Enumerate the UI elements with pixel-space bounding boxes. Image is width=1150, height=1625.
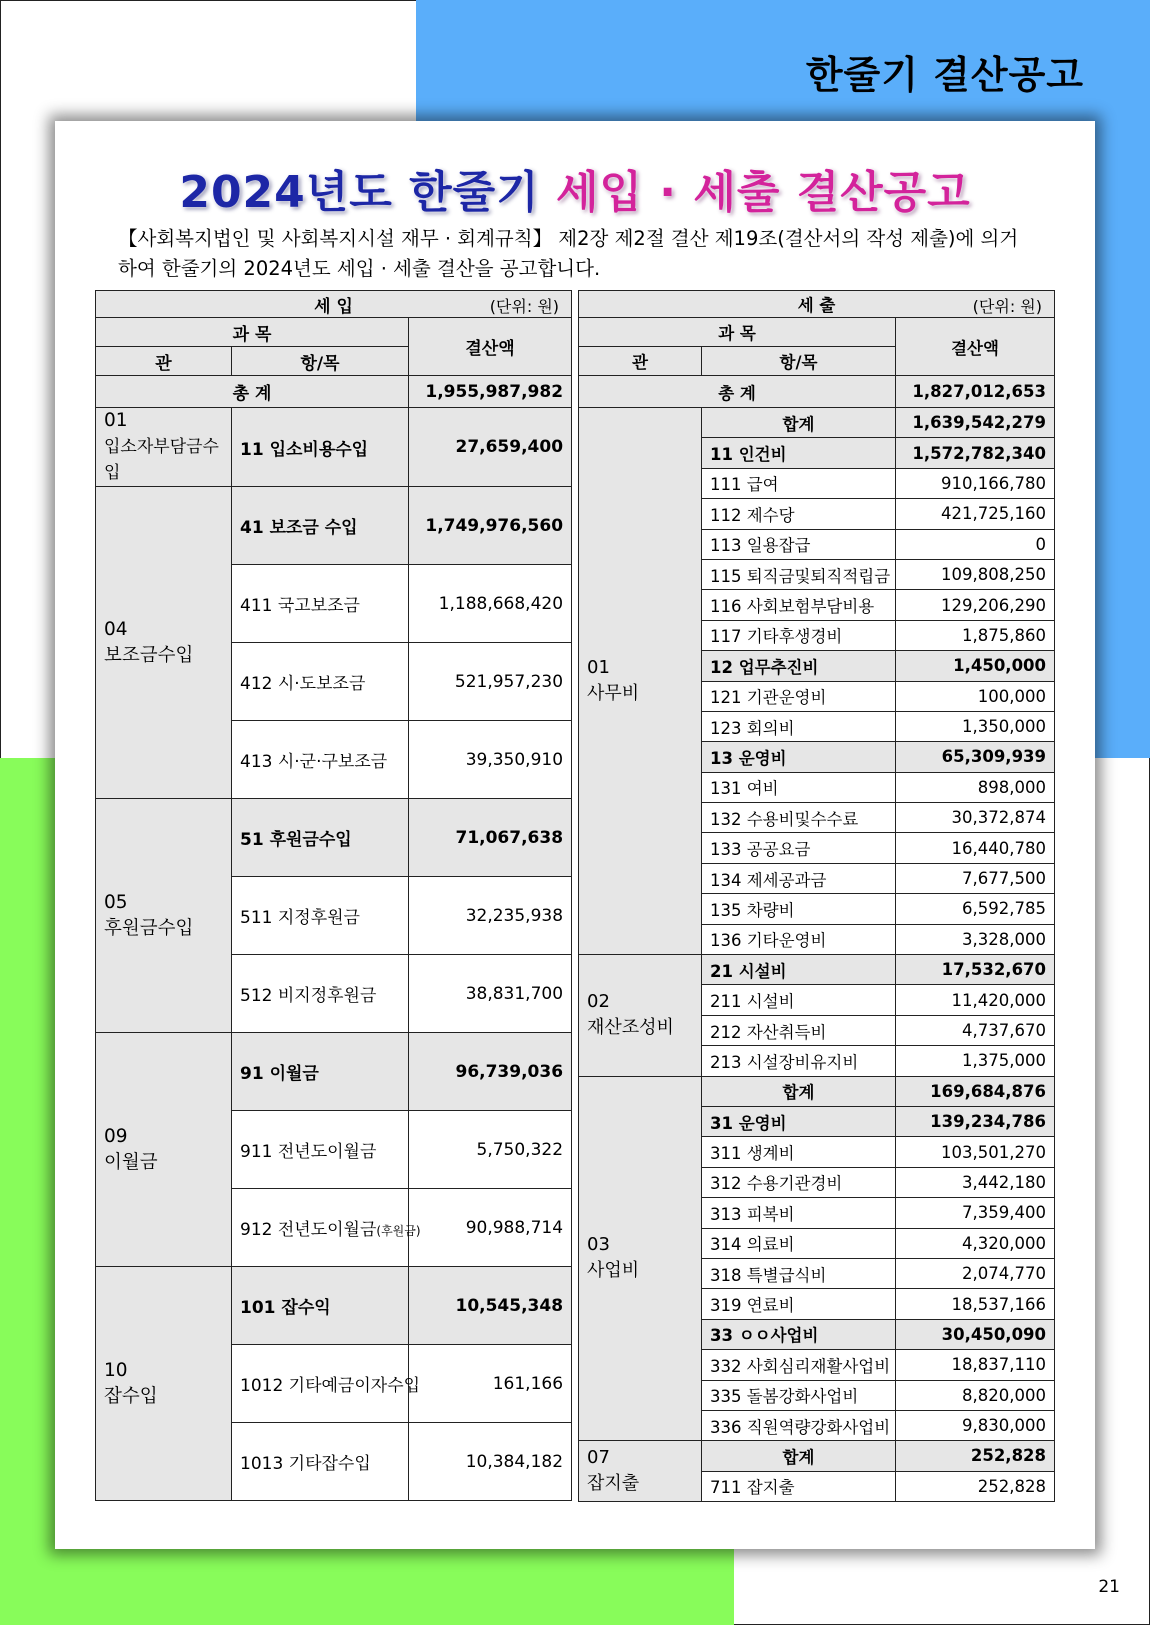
expense-row-value: 1,350,000 bbox=[896, 711, 1055, 741]
expense-gwan-code: 01 bbox=[587, 657, 610, 679]
revenue-row-label: 101 잡수익 bbox=[232, 1267, 409, 1345]
revenue-row-label bbox=[232, 1189, 421, 1267]
expense-row-value: 30,372,874 bbox=[896, 803, 1055, 833]
expense-row-label: 132 수용비및수수료 bbox=[702, 803, 896, 833]
expense-row-label: 112 제수당 bbox=[702, 499, 896, 529]
revenue-gwan-cell bbox=[96, 799, 232, 1033]
revenue-row-value: 1,188,668,420 bbox=[409, 565, 572, 643]
revenue-gwan-code: 04 bbox=[104, 618, 128, 640]
expense-title-cell bbox=[579, 291, 1055, 318]
revenue-row-label-text: 912 전년도이월금 bbox=[240, 1220, 377, 1240]
expense-row-value: 7,677,500 bbox=[896, 863, 1055, 893]
expense-row-label: 111 급여 bbox=[702, 468, 896, 498]
revenue-row-value: 96,739,036 bbox=[409, 1033, 572, 1111]
expense-row-value: 1,639,542,279 bbox=[896, 408, 1055, 438]
expense-row-value: 18,837,110 bbox=[896, 1350, 1055, 1380]
revenue-row-label: 511 지정후원금 bbox=[232, 877, 409, 955]
revenue-subject-header: 과 목 bbox=[96, 318, 409, 347]
expense-row-label: 136 기타운영비 bbox=[702, 924, 896, 954]
expense-row-value: 3,442,180 bbox=[896, 1167, 1055, 1197]
revenue-gwan-code: 09 bbox=[104, 1125, 128, 1147]
expense-row-label: 116 사회보험부담비용 bbox=[702, 590, 896, 620]
revenue-gwan-code: 01 bbox=[104, 410, 128, 431]
expense-table bbox=[578, 290, 1055, 1502]
expense-row-value: 169,684,876 bbox=[896, 1076, 1055, 1106]
revenue-gwan-name: 잡수입 bbox=[104, 1385, 158, 1407]
expense-row-value: 8,820,000 bbox=[896, 1380, 1055, 1410]
expense-row-label: 319 연료비 bbox=[702, 1289, 896, 1319]
revenue-gwan-code: 05 bbox=[104, 891, 128, 913]
revenue-row-value: 39,350,910 bbox=[409, 721, 572, 799]
expense-gwan-cell bbox=[579, 1441, 702, 1502]
revenue-gwan-cell bbox=[96, 408, 232, 487]
revenue-gwan-name: 보조금수입 bbox=[104, 644, 194, 666]
revenue-row-value: 10,545,348 bbox=[409, 1267, 572, 1345]
main-title-part1: 2024년도 한줄기 bbox=[179, 167, 556, 218]
expense-row-label: 133 공공요금 bbox=[702, 833, 896, 863]
expense-row-label: 115 퇴직금및퇴직적립금 bbox=[702, 559, 896, 589]
expense-total-label: 총 계 bbox=[579, 376, 896, 408]
expense-row-label: 113 일용잡급 bbox=[702, 529, 896, 559]
revenue-gwan-header: 관 bbox=[96, 347, 232, 376]
expense-row-label: 135 차량비 bbox=[702, 894, 896, 924]
intro-line2: 하여 한줄기의 2024년도 세입 · 세출 결산을 공고합니다. bbox=[118, 257, 601, 280]
expense-row-label: 318 특별급식비 bbox=[702, 1258, 896, 1288]
revenue-gwan-cell bbox=[96, 1267, 232, 1501]
expense-row-label: 335 돌봄강화사업비 bbox=[702, 1380, 896, 1410]
expense-row-value: 2,074,770 bbox=[896, 1258, 1055, 1288]
expense-row-label: 121 기관운영비 bbox=[702, 681, 896, 711]
expense-gwan-cell bbox=[579, 1076, 702, 1441]
expense-row-label: 213 시설장비유지비 bbox=[702, 1046, 896, 1076]
expense-subject-header: 과 목 bbox=[579, 318, 896, 347]
expense-row-label: 312 수용기관경비 bbox=[702, 1167, 896, 1197]
expense-row-value: 7,359,400 bbox=[896, 1198, 1055, 1228]
expense-total-value: 1,827,012,653 bbox=[896, 376, 1055, 408]
expense-row-label: 711 잡지출 bbox=[702, 1471, 896, 1501]
expense-row-label: 21 시설비 bbox=[702, 955, 896, 985]
expense-row-label: 33 ㅇㅇ사업비 bbox=[702, 1319, 896, 1349]
expense-row-value: 1,450,000 bbox=[896, 651, 1055, 681]
expense-gwan-header: 관 bbox=[579, 347, 702, 376]
expense-amount-header: 결산액 bbox=[896, 318, 1055, 376]
expense-row-value: 100,000 bbox=[896, 681, 1055, 711]
expense-row-label: 13 운영비 bbox=[702, 742, 896, 772]
expense-row-label: 합계 bbox=[702, 1441, 896, 1471]
revenue-row-value: 161,166 bbox=[409, 1345, 572, 1423]
expense-row-label: 336 직원역량강화사업비 bbox=[702, 1410, 896, 1440]
revenue-gwan-cell bbox=[96, 1033, 232, 1267]
expense-gwan-code: 07 bbox=[587, 1447, 610, 1469]
revenue-row-value: 90,988,714 bbox=[409, 1189, 572, 1267]
expense-row-value: 65,309,939 bbox=[896, 742, 1055, 772]
expense-row-value: 4,737,670 bbox=[896, 1015, 1055, 1045]
revenue-row-value: 521,957,230 bbox=[409, 643, 572, 721]
revenue-row-label: 1013 기타잡수입 bbox=[232, 1423, 409, 1501]
expense-row-value: 129,206,290 bbox=[896, 590, 1055, 620]
revenue-total-label: 총 계 bbox=[96, 376, 409, 408]
main-title bbox=[0, 156, 1150, 220]
expense-body bbox=[579, 408, 1055, 1502]
expense-row-value: 11,420,000 bbox=[896, 985, 1055, 1015]
expense-gwan-name: 잡지출 bbox=[587, 1473, 640, 1495]
expense-title: 세 출 bbox=[797, 296, 836, 315]
revenue-table bbox=[95, 290, 572, 1501]
intro-line1: 【사회복지법인 및 사회복지시설 재무 · 회계규칙】 제2장 제2절 결산 제19조(결산서의 작성 제출)에 의거 bbox=[118, 227, 1019, 250]
revenue-row-label-suffix: (후원금) bbox=[376, 1224, 421, 1238]
expense-row-value: 3,328,000 bbox=[896, 924, 1055, 954]
revenue-row-label: 911 전년도이월금 bbox=[232, 1111, 409, 1189]
revenue-row-value: 38,831,700 bbox=[409, 955, 572, 1033]
expense-row-value: 421,725,160 bbox=[896, 499, 1055, 529]
page-number: 21 bbox=[1098, 1577, 1120, 1597]
expense-row-label: 합계 bbox=[702, 1076, 896, 1106]
expense-row-value: 109,808,250 bbox=[896, 559, 1055, 589]
expense-row-value: 16,440,780 bbox=[896, 833, 1055, 863]
revenue-row-label: 1012 기타예금이자수입 bbox=[232, 1345, 409, 1423]
expense-row-label: 12 업무추진비 bbox=[702, 651, 896, 681]
expense-row-value: 1,572,782,340 bbox=[896, 438, 1055, 468]
revenue-row-label: 413 시·군·구보조금 bbox=[232, 721, 409, 799]
revenue-row-value: 71,067,638 bbox=[409, 799, 572, 877]
header-title: 한줄기 결산공고 bbox=[805, 53, 1084, 97]
expense-row-label: 313 피복비 bbox=[702, 1198, 896, 1228]
expense-row-value: 17,532,670 bbox=[896, 955, 1055, 985]
expense-row-value: 6,592,785 bbox=[896, 894, 1055, 924]
main-title-part2: 세입 · 세출 결산공고 bbox=[555, 167, 971, 218]
expense-row-label: 123 회의비 bbox=[702, 711, 896, 741]
revenue-title-cell bbox=[96, 291, 572, 318]
revenue-row-value: 32,235,938 bbox=[409, 877, 572, 955]
expense-row-label: 117 기타후생경비 bbox=[702, 620, 896, 650]
expense-row-value: 252,828 bbox=[896, 1441, 1055, 1471]
expense-gwan-name: 재산조성비 bbox=[587, 1017, 674, 1039]
expense-row-label: 211 시설비 bbox=[702, 985, 896, 1015]
expense-gwan-code: 03 bbox=[587, 1234, 610, 1256]
revenue-row-label: 41 보조금 수입 bbox=[232, 487, 409, 565]
expense-hang-header: 항/목 bbox=[702, 347, 896, 376]
revenue-gwan-cell bbox=[96, 487, 232, 799]
expense-row-label: 134 제세공과금 bbox=[702, 863, 896, 893]
expense-row-value: 103,501,270 bbox=[896, 1137, 1055, 1167]
revenue-row-label: 11 입소비용수입 bbox=[232, 408, 409, 487]
revenue-unit: (단위: 원) bbox=[489, 297, 560, 316]
revenue-row-label: 91 이월금 bbox=[232, 1033, 409, 1111]
expense-row-value: 4,320,000 bbox=[896, 1228, 1055, 1258]
revenue-gwan-code: 10 bbox=[104, 1359, 128, 1381]
expense-row-label: 314 의료비 bbox=[702, 1228, 896, 1258]
expense-row-label: 311 생계비 bbox=[702, 1137, 896, 1167]
expense-row-value: 0 bbox=[896, 529, 1055, 559]
expense-row-value: 252,828 bbox=[896, 1471, 1055, 1501]
expense-row-value: 30,450,090 bbox=[896, 1319, 1055, 1349]
expense-gwan-cell bbox=[579, 408, 702, 955]
revenue-gwan-name: 이월금 bbox=[104, 1151, 158, 1173]
expense-row-value: 898,000 bbox=[896, 772, 1055, 802]
expense-row-value: 139,234,786 bbox=[896, 1106, 1055, 1136]
expense-row-label: 31 운영비 bbox=[702, 1106, 896, 1136]
expense-row-label: 합계 bbox=[702, 408, 896, 438]
intro-text bbox=[118, 224, 1038, 284]
revenue-row-value: 10,384,182 bbox=[409, 1423, 572, 1501]
expense-gwan-name: 사무비 bbox=[587, 683, 640, 705]
revenue-row-label: 411 국고보조금 bbox=[232, 565, 409, 643]
expense-gwan-cell bbox=[579, 955, 702, 1077]
revenue-row-label: 51 후원금수입 bbox=[232, 799, 409, 877]
expense-row-label: 131 여비 bbox=[702, 772, 896, 802]
expense-row-value: 9,830,000 bbox=[896, 1410, 1055, 1440]
revenue-hang-header: 항/목 bbox=[232, 347, 409, 376]
expense-row-value: 1,375,000 bbox=[896, 1046, 1055, 1076]
revenue-title: 세 입 bbox=[314, 296, 353, 317]
expense-gwan-name: 사업비 bbox=[587, 1260, 640, 1282]
revenue-amount-header: 결산액 bbox=[409, 318, 572, 376]
expense-unit: (단위: 원) bbox=[972, 297, 1043, 316]
expense-row-value: 1,875,860 bbox=[896, 620, 1055, 650]
revenue-row-value: 5,750,322 bbox=[409, 1111, 572, 1189]
revenue-gwan-name: 후원금수입 bbox=[104, 917, 194, 939]
revenue-row-label: 412 시·도보조금 bbox=[232, 643, 409, 721]
expense-row-value: 910,166,780 bbox=[896, 468, 1055, 498]
revenue-row-value: 1,749,976,560 bbox=[409, 487, 572, 565]
expense-row-label: 212 자산취득비 bbox=[702, 1015, 896, 1045]
expense-row-label: 11 인건비 bbox=[702, 438, 896, 468]
expense-gwan-code: 02 bbox=[587, 991, 610, 1013]
revenue-total-value: 1,955,987,982 bbox=[409, 376, 572, 408]
revenue-gwan-name: 입소자부담금수입 bbox=[104, 437, 219, 483]
revenue-row-label: 512 비지정후원금 bbox=[232, 955, 409, 1033]
expense-row-value: 18,537,166 bbox=[896, 1289, 1055, 1319]
expense-row-label: 332 사회심리재활사업비 bbox=[702, 1350, 896, 1380]
revenue-row-value: 27,659,400 bbox=[409, 408, 572, 487]
